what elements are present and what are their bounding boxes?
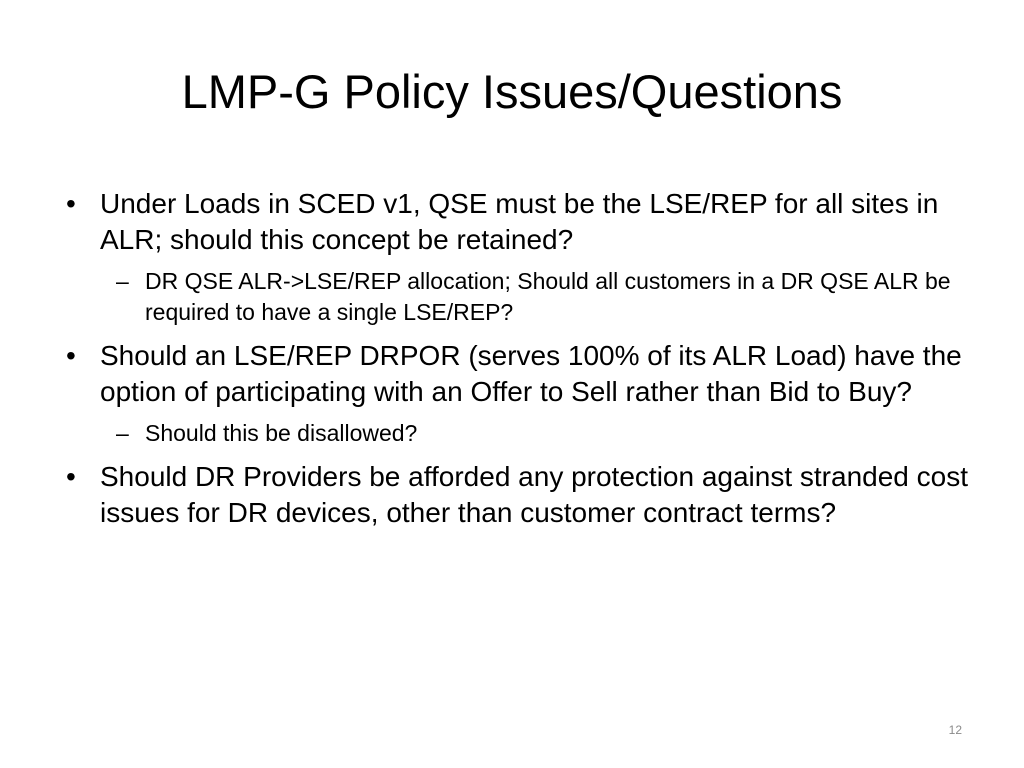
bullet-3: [60, 459, 970, 531]
sub-bullet-1-text: DR QSE ALR->LSE/REP allocation; Should all customers in a DR QSE ALR be required to have a single LSE/REP?: [145, 268, 951, 325]
dash-icon: –: [116, 420, 129, 446]
slide-title: LMP-G Policy Issues/Questions: [181, 65, 843, 118]
bullet-1-text: Under Loads in SCED v1, QSE must be the LSE/REP for all sites in ALR; should this concept be retained?: [100, 188, 939, 255]
sub-bullet-1: [60, 266, 970, 328]
bullet-3-text: Should DR Providers be afforded any protection against stranded cost issues for DR devices, other than customer contract terms?: [100, 461, 968, 528]
bullet-1: [60, 186, 970, 258]
sub-bullet-2-text: Should this be disallowed?: [145, 420, 418, 446]
bullet-2-text: Should an LSE/REP DRPOR (serves 100% of its ALR Load) have the option of participating with an Offer to Sell rather than Bid to Buy?: [100, 340, 962, 407]
slide-body: [60, 186, 970, 539]
bullet-dot-icon: •: [66, 340, 76, 371]
dash-icon: –: [116, 268, 129, 294]
bullet-dot-icon: •: [66, 461, 76, 492]
bullet-2: [60, 338, 970, 410]
page-number: 12: [948, 723, 962, 737]
bullet-dot-icon: •: [66, 188, 76, 219]
sub-bullet-2: [60, 418, 970, 449]
